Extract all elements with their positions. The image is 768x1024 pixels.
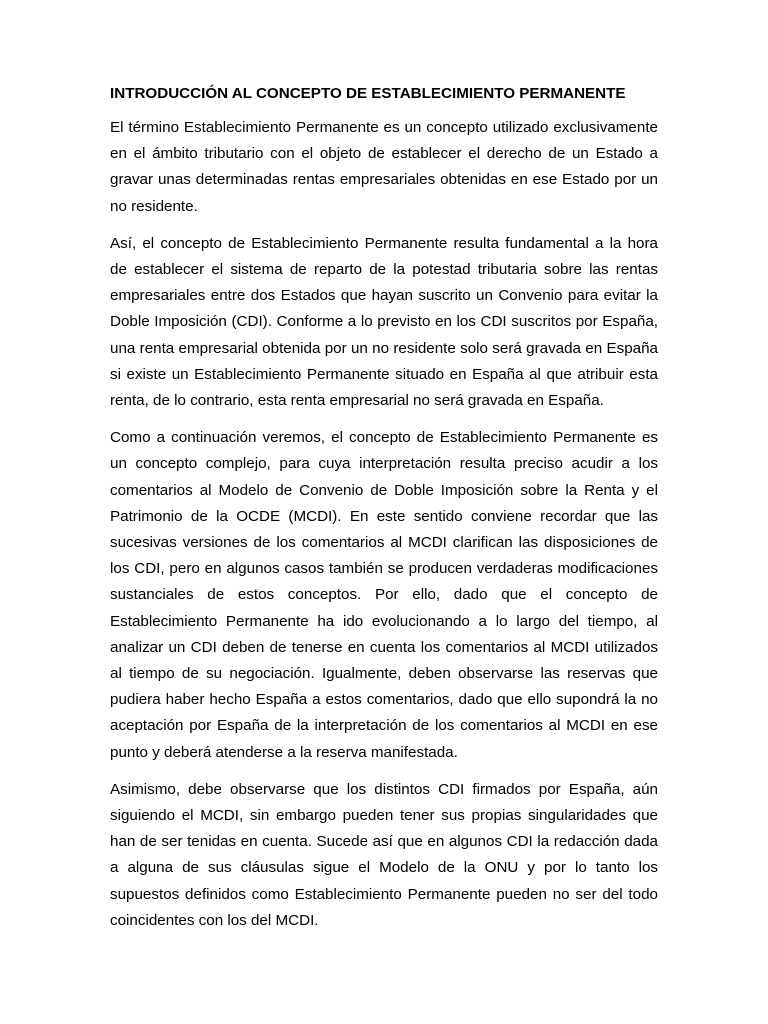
paragraph-3: Como a continuación veremos, el concepto de Establecimiento Permanente es un concepto complejo, para cuya interpretación resulta preciso acudir a los comentarios al Modelo de Convenio de Doble Imposición sobre la Renta y el Patrimonio de la OCDE (MCDI). En este sentido conviene recordar que las sucesivas versiones de los comentarios al MCDI clarifican las disposiciones de los CDI, pero en algunos casos también se producen verdaderas modificaciones sustanciales de estos conceptos. Por ello, dado que el concepto de Establecimiento Permanente ha ido evolucionando a lo largo del tiempo, al analizar un CDI deben de tenerse en cuenta los comentarios al MCDI utilizados al tiempo de su negociación. Igualmente, deben observarse las reservas que pudiera haber hecho España a estos comentarios, dado que ello supondrá la no aceptación por España de la interpretación de los comentarios al MCDI en ese punto y deberá atenderse a la reserva manifestada. — [110, 429, 658, 761]
document-page — [110, 82, 658, 945]
paragraph-2: Así, el concepto de Establecimiento Permanente resulta fundamental a la hora de establecer el sistema de reparto de la potestad tributaria sobre las rentas empresariales entre dos Estados que hayan suscrito un Convenio para evitar la Doble Imposición (CDI). Conforme a lo previsto en los CDI suscritos por España, una renta empresarial obtenida por un no residente solo será gravada en España si existe un Establecimiento Permanente situado en España al que atribuir esta renta, de lo contrario, esta renta empresarial no será gravada en España. — [110, 234, 658, 410]
document-title: INTRODUCCIÓN AL CONCEPTO DE ESTABLECIMIENTO PERMANENTE — [110, 85, 626, 102]
paragraph-4: Asimismo, debe observarse que los distintos CDI firmados por España, aún siguiendo el MCDI, sin embargo pueden tener sus propias singularidades que han de ser tenidas en cuenta. Sucede así que en algunos CDI la redacción dada a alguna de sus cláusulas sigue el Modelo de la ONU y por lo tanto los supuestos definidos como Establecimiento Permanente pueden no ser del todo coincidentes con los del MCDI. — [110, 780, 658, 929]
paragraph-1: El término Establecimiento Permanente es un concepto utilizado exclusivamente en el ámbito tributario con el objeto de establecer el derecho de un Estado a gravar unas determinadas rentas empresariales obtenidas en ese Estado por un no residente. — [110, 119, 658, 215]
